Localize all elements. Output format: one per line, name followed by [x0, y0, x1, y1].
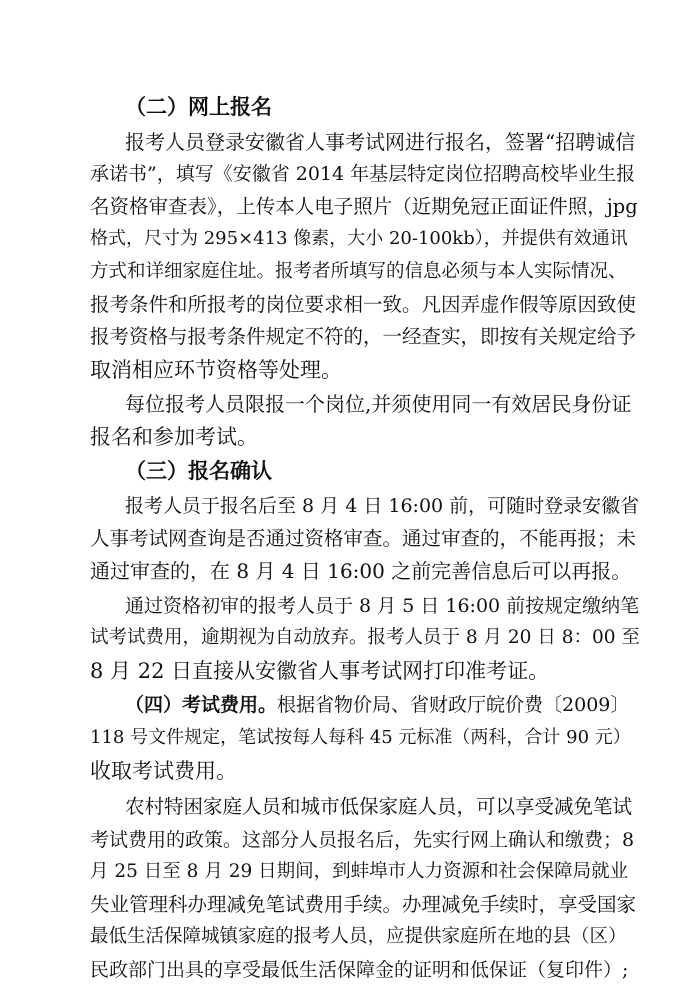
paragraph-line: 118 号文件规定，笔试按每人每科 45 元标准（两科，合计 90 元）: [90, 726, 631, 748]
paragraph-line: 每位报考人员限报一个岗位,并须使用同一有效居民身份证: [125, 392, 632, 417]
paragraph-line: 考试费用的政策。这部分人员报名后，先实行网上确认和缴费；8: [90, 828, 635, 851]
paragraph-line: 8 月 22 日直接从安徽省人事考试网打印准考证。: [90, 658, 550, 683]
paragraph-line: 方式和详细家庭住址。报考者所填写的信息必须与本人实际情况、: [90, 260, 627, 282]
paragraph-text: 根据省物价局、省财政厅皖价费〔2009〕: [277, 694, 630, 717]
paragraph-line: 通过资格初审的报考人员于 8 月 5 日 16:00 前按规定缴纳笔: [125, 594, 640, 617]
paragraph-line: 失业管理科办理减免笔试费用手续。办理减免手续时，享受国家: [90, 892, 637, 916]
paragraph-line: 通过审查的，在 8 月 4 日 16:00 之前完善信息后可以再报。: [90, 559, 632, 584]
paragraph-line: 收取考试费用。: [90, 758, 237, 783]
paragraph-line: 取消相应环节资格等处理。: [90, 357, 342, 382]
paragraph-line: 报名和参加考试。: [90, 424, 258, 449]
paragraph-line: 报考条件和所报考的岗位要求相一致。凡因弄虚作假等原因致使: [90, 292, 637, 316]
paragraph-line: 报考人员于报名后至 8 月 4 日 16:00 前，可随时登录安徽省: [125, 494, 640, 517]
paragraph-line: 名资格审查表》，上传本人电子照片（近期免冠正面证件照，jpg: [90, 194, 638, 218]
section-heading-registration-confirmation: （三）报名确认: [125, 458, 272, 484]
section-heading-exam-fees: （四）考试费用。: [125, 694, 278, 717]
section-heading-online-registration: （二）网上报名: [125, 94, 272, 119]
paragraph-line: 月 25 日至 8 月 29 日期间，到蚌埠市人力资源和社会保障局就业: [90, 861, 629, 883]
paragraph-line: 试考试费用，逾期视为自动放弃。报考人员于 8 月 20 日 8：00 至: [90, 627, 640, 649]
paragraph-line: 民政部门出具的享受最低生活保障金的证明和低保证（复印件）;: [90, 959, 629, 981]
fee-paragraph-first-line: [125, 690, 629, 720]
paragraph-line: 人事考试网查询是否通过资格审查。通过审查的，不能再报；未: [90, 526, 637, 550]
paragraph-line: 承诺书”，填写《安徽省 2014 年基层特定岗位招聘高校毕业生报: [90, 163, 636, 186]
paragraph-line: 最低生活保障城镇家庭的报考人员，应提供家庭所在地的县（区）: [90, 926, 627, 948]
paragraph-line: 报考人员登录安徽省人事考试网进行报名，签署“招聘诚信: [125, 129, 636, 154]
paragraph-line: 农村特困家庭人员和城市低保家庭人员，可以享受减免笔试: [125, 794, 633, 818]
paragraph-line: 报考资格与报考条件规定不符的，一经查实，即按有关规定给予: [90, 325, 637, 349]
paragraph-line: 格式，尺寸为 295×413 像素，大小 20-100kb），并提供有效通讯: [90, 228, 628, 250]
